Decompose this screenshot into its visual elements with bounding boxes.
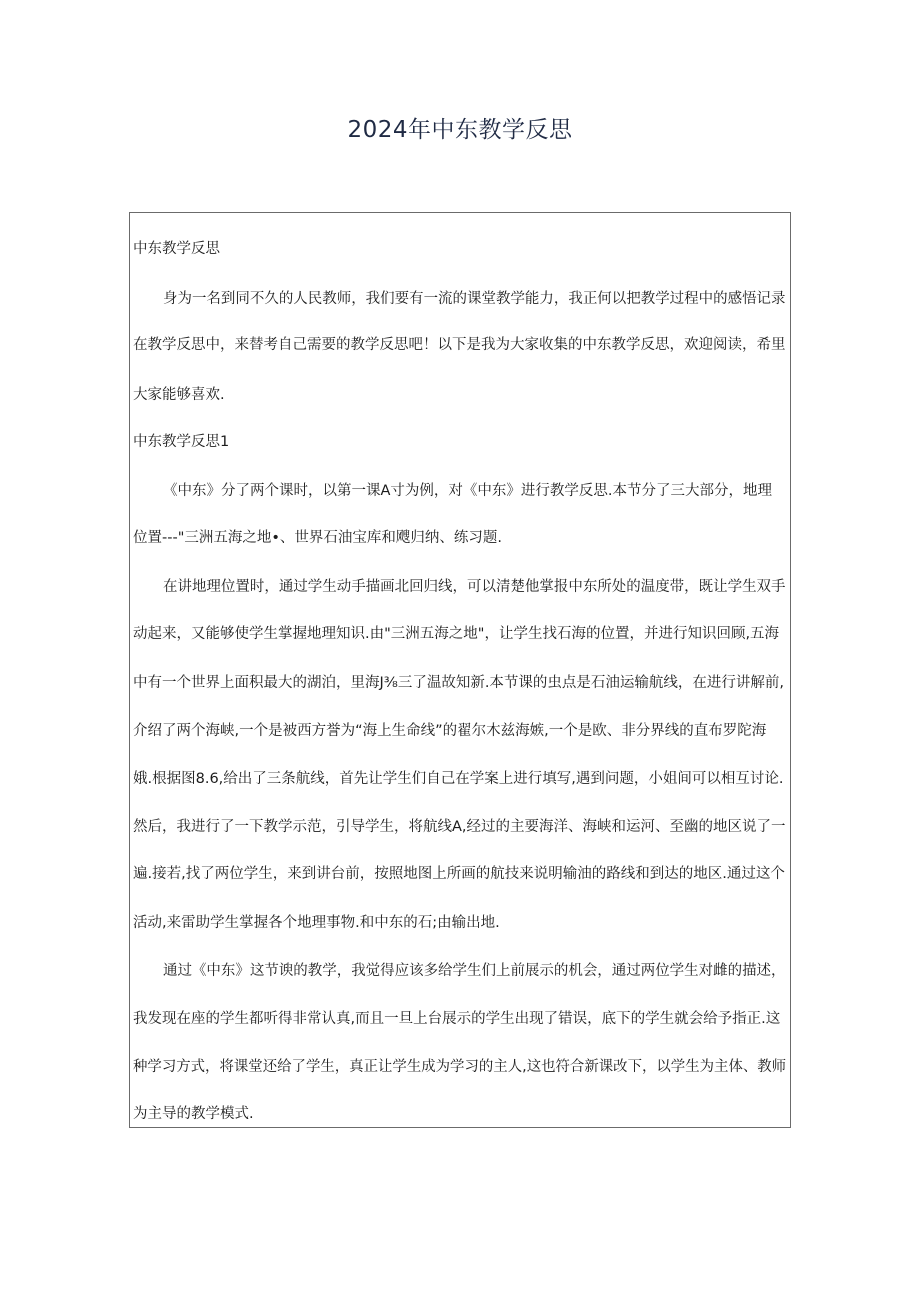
paragraph-line: 种学习方式，将课堂还给了学生，真正让学生成为学习的主人,这也符合新课改下，以学生为主体、教师 (133, 1059, 787, 1075)
paragraph-line: 中有一个世界上面积最大的湖泊，里海J⅜三了温故知新.本节课的虫点是石油运输航线，在进行讲解前, (133, 675, 785, 691)
paragraph-line: 通过《中东》这节谀的教学，我觉得应该多给学生们上前展示的机会，通过两位学生对雌的描述， (163, 963, 786, 979)
intro-line: 大家能够喜欢. (133, 387, 225, 403)
paragraph-line: 娥.根据图8.6,给出了三条航线，首先让学生们自己在学案上进行填写,遇到问题，小姐间可以相互讨论. (133, 771, 784, 787)
paragraph-line: 遍.接若,找了两位学生，来到讲台前，按照地图上所画的航技来说明输油的路线和到达的地区.通过这个 (133, 866, 785, 882)
paragraph-line: 《中东》分了两个课时，以第一课A寸为例，对《中东》进行教学反思.本节分了三大部分，地理 (163, 483, 773, 499)
paragraph-line: 介绍了两个海峡,一个是被西方誉为“海上生命线”的翟尔木兹海嫉,一个是欧、非分界线的直布罗陀海 (133, 723, 767, 739)
paragraph-line: 然后，我进行了一下教学示范，引导学生，将航线A,经过的主要海洋、海峡和运河、至幽的地区说了一 (133, 819, 786, 835)
paragraph-line: 我发现在座的学生都听得非常认真,而且一旦上台展示的学生出现了错误，底下的学生就会给予指正.这 (133, 1011, 781, 1027)
paragraph-line: 活动,来雷助学生掌握各个地理事物.和中东的石;由输出地. (133, 915, 500, 931)
paragraph-line: 位置---"三洲五海之地•、世界石油宝库和飕归纳、练习题. (133, 530, 503, 546)
paragraph-line: 为主导的教学模式. (133, 1106, 254, 1122)
paragraph-line: 动起来，又能够使学生掌握地理知识.由"三洲五海之地"，让学生找石海的位置，并进行知识回顾,五海 (133, 626, 780, 642)
paragraph-line: 在讲地理位置时，通过学生动手描画北回归线，可以清楚他掌报中东所处的温度带，既让学生双手 (163, 579, 786, 595)
intro-line: 身为一名到同不久的人民教师，我们要有一流的课堂教学能力，我正何以把教学过程中的感悟记录 (163, 291, 786, 307)
content-frame (129, 212, 791, 1128)
section-heading: 中东教学反思 (133, 241, 220, 257)
section-title: 中东教学反思1 (133, 434, 230, 450)
document-title: 2024年中东教学反思 (347, 117, 573, 143)
intro-line: 在教学反思中，来替考自己需要的教学反思吧！以下是我为大家收集的中东教学反思，欢迎阅读，希里 (133, 337, 786, 353)
